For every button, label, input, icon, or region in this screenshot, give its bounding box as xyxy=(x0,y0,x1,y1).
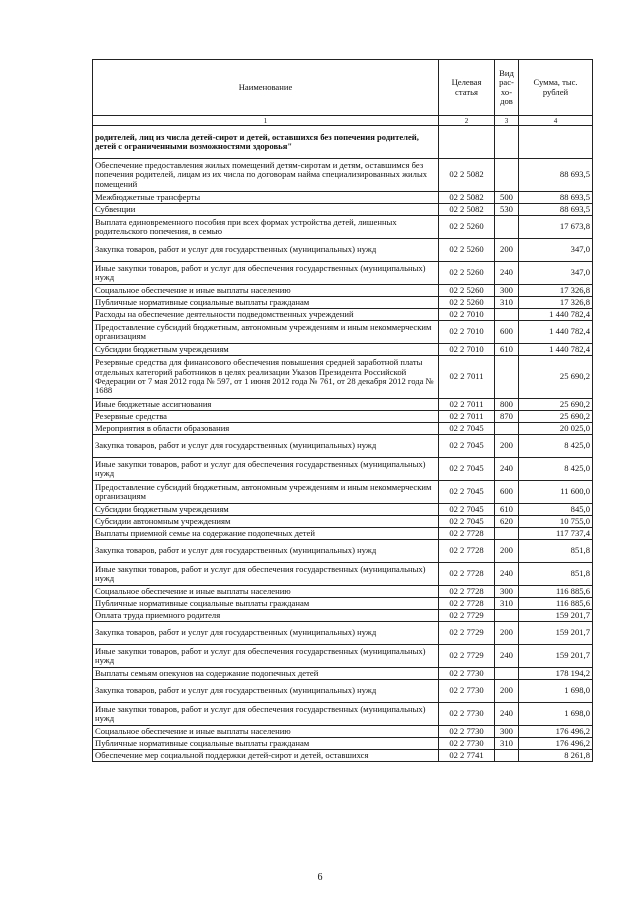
table-row xyxy=(93,738,593,750)
row-code: 02 2 7045 xyxy=(439,516,495,528)
row-name: Субсидии автономным учреждениям xyxy=(93,516,439,528)
row-name: Социальное обеспечение и иные выплаты населению xyxy=(93,726,439,738)
row-sum: 17 673,8 xyxy=(519,216,593,239)
row-name: Межбюджетные трансферты xyxy=(93,192,439,204)
row-sum: 178 194,2 xyxy=(519,668,593,680)
row-vid: 310 xyxy=(495,598,519,610)
table-row xyxy=(93,435,593,458)
table-body xyxy=(93,126,593,762)
row-code: 02 2 7010 xyxy=(439,321,495,344)
row-vid xyxy=(495,216,519,239)
table-row xyxy=(93,458,593,481)
row-name: Выплаты приемной семье на содержание подопечных детей xyxy=(93,528,439,540)
row-sum: 88 693,5 xyxy=(519,204,593,216)
table-row xyxy=(93,668,593,680)
row-sum: 10 755,0 xyxy=(519,516,593,528)
row-name: Предоставление субсидий бюджетным, автономным учреждениям и иным некоммерческим организациям xyxy=(93,321,439,344)
table-row xyxy=(93,239,593,262)
row-code: 02 2 5260 xyxy=(439,262,495,285)
row-code: 02 2 7011 xyxy=(439,411,495,423)
row-sum: 117 737,4 xyxy=(519,528,593,540)
row-sum: 1 440 782,4 xyxy=(519,321,593,344)
row-sum: 347,0 xyxy=(519,239,593,262)
row-vid: 870 xyxy=(495,411,519,423)
row-code: 02 2 7010 xyxy=(439,309,495,321)
column-number-2: 2 xyxy=(439,116,495,126)
row-name: Социальное обеспечение и иные выплаты населению xyxy=(93,586,439,598)
table-row xyxy=(93,297,593,309)
row-code: 02 2 7729 xyxy=(439,622,495,645)
row-vid: 200 xyxy=(495,680,519,703)
row-vid: 240 xyxy=(495,703,519,726)
row-sum: 20 025,0 xyxy=(519,423,593,435)
row-sum: 25 690,2 xyxy=(519,356,593,399)
row-name: Публичные нормативные социальные выплаты гражданам xyxy=(93,297,439,309)
row-sum: 1 698,0 xyxy=(519,680,593,703)
row-vid xyxy=(495,159,519,192)
row-vid xyxy=(495,309,519,321)
row-name: Резервные средства для финансового обеспечения повышения средней заработной платы отдельных категорий работников в целях реализации Указов Президента Российской Федерации от 7 мая 2012 года № 597, от 1 июня 2012 года № 761, от 28 декабря 2012 года № 1688 xyxy=(93,356,439,399)
row-vid: 200 xyxy=(495,622,519,645)
row-name: Субсидии бюджетным учреждениям xyxy=(93,504,439,516)
row-code: 02 2 5082 xyxy=(439,204,495,216)
row-code: 02 2 7045 xyxy=(439,423,495,435)
row-vid: 500 xyxy=(495,192,519,204)
row-name: Предоставление субсидий бюджетным, автономным учреждениям и иным некоммерческим организациям xyxy=(93,481,439,504)
table-row xyxy=(93,680,593,703)
table-row xyxy=(93,622,593,645)
table-row xyxy=(93,563,593,586)
row-code: 02 2 5260 xyxy=(439,297,495,309)
row-code: 02 2 7730 xyxy=(439,726,495,738)
row-code: 02 2 5260 xyxy=(439,239,495,262)
row-sum: 8 425,0 xyxy=(519,458,593,481)
table-row xyxy=(93,540,593,563)
row-vid: 610 xyxy=(495,344,519,356)
row-code: 02 2 7730 xyxy=(439,668,495,680)
table-row xyxy=(93,309,593,321)
row-vid: 240 xyxy=(495,262,519,285)
row-vid: 610 xyxy=(495,504,519,516)
row-code: 02 2 7730 xyxy=(439,738,495,750)
row-vid: 300 xyxy=(495,285,519,297)
row-name: Выплаты семьям опекунов на содержание подопечных детей xyxy=(93,668,439,680)
table-row xyxy=(93,344,593,356)
row-code: 02 2 5260 xyxy=(439,216,495,239)
table-row xyxy=(93,598,593,610)
row-name: Обеспечение мер социальной поддержки детей-сирот и детей, оставшихся xyxy=(93,750,439,762)
row-name: Обеспечение предоставления жилых помещений детям-сиротам и детям, оставшимся без попечения родителей, лицам из их числа по договорам найма специализированных жилых помещений xyxy=(93,159,439,192)
row-vid: 600 xyxy=(495,321,519,344)
column-number-1: 1 xyxy=(93,116,439,126)
row-sum: 176 496,2 xyxy=(519,726,593,738)
row-code xyxy=(439,126,495,159)
row-code: 02 2 7728 xyxy=(439,540,495,563)
table-row xyxy=(93,504,593,516)
row-sum: 116 885,6 xyxy=(519,598,593,610)
row-name: Субсидии бюджетным учреждениям xyxy=(93,344,439,356)
row-name: Закупка товаров, работ и услуг для государственных (муниципальных) нужд xyxy=(93,540,439,563)
table-row xyxy=(93,411,593,423)
row-vid xyxy=(495,668,519,680)
table-row xyxy=(93,750,593,762)
row-sum: 851,8 xyxy=(519,563,593,586)
header-vid: Вид рас-хо-дов xyxy=(495,60,519,116)
table-row xyxy=(93,159,593,192)
row-code: 02 2 7045 xyxy=(439,458,495,481)
row-vid xyxy=(495,750,519,762)
row-code: 02 2 7730 xyxy=(439,680,495,703)
row-vid xyxy=(495,528,519,540)
table-row xyxy=(93,321,593,344)
row-code: 02 2 7728 xyxy=(439,528,495,540)
row-vid: 200 xyxy=(495,435,519,458)
table-row xyxy=(93,356,593,399)
row-vid: 800 xyxy=(495,399,519,411)
column-number-row xyxy=(93,116,593,126)
document-page xyxy=(92,59,592,762)
row-vid: 240 xyxy=(495,458,519,481)
page-number: 6 xyxy=(317,872,323,883)
row-code: 02 2 7045 xyxy=(439,435,495,458)
row-code: 02 2 7728 xyxy=(439,598,495,610)
row-name: Публичные нормативные социальные выплаты гражданам xyxy=(93,598,439,610)
column-number-4: 4 xyxy=(519,116,593,126)
header-sum: Сумма, тыс. рублей xyxy=(519,60,593,116)
row-name: Мероприятия в области образования xyxy=(93,423,439,435)
row-vid xyxy=(495,126,519,159)
row-sum: 25 690,2 xyxy=(519,399,593,411)
row-name: Расходы на обеспечение деятельности подведомственных учреждений xyxy=(93,309,439,321)
row-sum xyxy=(519,126,593,159)
row-name: Закупка товаров, работ и услуг для государственных (муниципальных) нужд xyxy=(93,680,439,703)
table-row xyxy=(93,481,593,504)
table-row xyxy=(93,516,593,528)
row-vid xyxy=(495,610,519,622)
row-sum: 17 326,8 xyxy=(519,285,593,297)
row-sum: 8 261,8 xyxy=(519,750,593,762)
table-header-row xyxy=(93,60,593,116)
row-name: Оплата труда приемного родителя xyxy=(93,610,439,622)
row-name: Закупка товаров, работ и услуг для государственных (муниципальных) нужд xyxy=(93,435,439,458)
table-row xyxy=(93,204,593,216)
row-code: 02 2 7729 xyxy=(439,645,495,668)
row-vid: 300 xyxy=(495,586,519,598)
table-row xyxy=(93,192,593,204)
row-sum: 116 885,6 xyxy=(519,586,593,598)
row-vid: 240 xyxy=(495,645,519,668)
table-row xyxy=(93,726,593,738)
row-code: 02 2 7728 xyxy=(439,586,495,598)
row-sum: 347,0 xyxy=(519,262,593,285)
row-name: Иные закупки товаров, работ и услуг для обеспечения государственных (муниципальных) нужд xyxy=(93,703,439,726)
table-row xyxy=(93,285,593,297)
row-name: Субвенции xyxy=(93,204,439,216)
row-sum: 845,0 xyxy=(519,504,593,516)
row-sum: 1 440 782,4 xyxy=(519,309,593,321)
row-name: Резервные средства xyxy=(93,411,439,423)
row-code: 02 2 5260 xyxy=(439,285,495,297)
row-vid: 200 xyxy=(495,540,519,563)
row-vid: 310 xyxy=(495,738,519,750)
row-sum: 159 201,7 xyxy=(519,645,593,668)
row-vid: 310 xyxy=(495,297,519,309)
row-sum: 17 326,8 xyxy=(519,297,593,309)
table-row xyxy=(93,262,593,285)
column-number-3: 3 xyxy=(495,116,519,126)
row-name: Публичные нормативные социальные выплаты гражданам xyxy=(93,738,439,750)
row-name: Выплата единовременного пособия при всех формах устройства детей, лишенных родительского попечения, в семью xyxy=(93,216,439,239)
row-code: 02 2 7011 xyxy=(439,399,495,411)
row-vid: 300 xyxy=(495,726,519,738)
table-row xyxy=(93,423,593,435)
table-row xyxy=(93,610,593,622)
row-sum: 159 201,7 xyxy=(519,610,593,622)
row-code: 02 2 7045 xyxy=(439,481,495,504)
row-vid xyxy=(495,423,519,435)
row-sum: 88 693,5 xyxy=(519,159,593,192)
row-sum: 1 440 782,4 xyxy=(519,344,593,356)
row-vid: 600 xyxy=(495,481,519,504)
row-vid: 240 xyxy=(495,563,519,586)
row-code: 02 2 7011 xyxy=(439,356,495,399)
header-code: Целевая статья xyxy=(439,60,495,116)
table-row xyxy=(93,645,593,668)
row-sum: 25 690,2 xyxy=(519,411,593,423)
row-name: Закупка товаров, работ и услуг для государственных (муниципальных) нужд xyxy=(93,622,439,645)
row-name: Иные закупки товаров, работ и услуг для обеспечения государственных (муниципальных) нужд xyxy=(93,563,439,586)
row-vid: 620 xyxy=(495,516,519,528)
row-sum: 88 693,5 xyxy=(519,192,593,204)
row-name: родителей, лиц из числа детей-сирот и детей, оставшихся без попечения родителей, детей с ограниченными возможностями здоровья" xyxy=(93,126,439,159)
row-code: 02 2 7741 xyxy=(439,750,495,762)
budget-table xyxy=(92,59,593,762)
row-sum: 11 600,0 xyxy=(519,481,593,504)
row-sum: 1 698,0 xyxy=(519,703,593,726)
row-code: 02 2 7010 xyxy=(439,344,495,356)
row-vid xyxy=(495,356,519,399)
row-code: 02 2 5082 xyxy=(439,192,495,204)
table-row xyxy=(93,216,593,239)
row-sum: 851,8 xyxy=(519,540,593,563)
row-code: 02 2 7729 xyxy=(439,610,495,622)
row-sum: 176 496,2 xyxy=(519,738,593,750)
header-name: Наименование xyxy=(93,60,439,116)
row-code: 02 2 7730 xyxy=(439,703,495,726)
row-vid: 200 xyxy=(495,239,519,262)
row-name: Социальное обеспечение и иные выплаты населению xyxy=(93,285,439,297)
row-name: Закупка товаров, работ и услуг для государственных (муниципальных) нужд xyxy=(93,239,439,262)
row-code: 02 2 5082 xyxy=(439,159,495,192)
table-row xyxy=(93,703,593,726)
row-sum: 159 201,7 xyxy=(519,622,593,645)
row-vid: 530 xyxy=(495,204,519,216)
table-row xyxy=(93,586,593,598)
table-row xyxy=(93,528,593,540)
table-row xyxy=(93,399,593,411)
row-code: 02 2 7045 xyxy=(439,504,495,516)
row-name: Иные бюджетные ассигнования xyxy=(93,399,439,411)
row-name: Иные закупки товаров, работ и услуг для обеспечения государственных (муниципальных) нужд xyxy=(93,458,439,481)
row-sum: 8 425,0 xyxy=(519,435,593,458)
row-name: Иные закупки товаров, работ и услуг для обеспечения государственных (муниципальных) нужд xyxy=(93,645,439,668)
row-name: Иные закупки товаров, работ и услуг для обеспечения государственных (муниципальных) нужд xyxy=(93,262,439,285)
table-row xyxy=(93,126,593,159)
row-code: 02 2 7728 xyxy=(439,563,495,586)
